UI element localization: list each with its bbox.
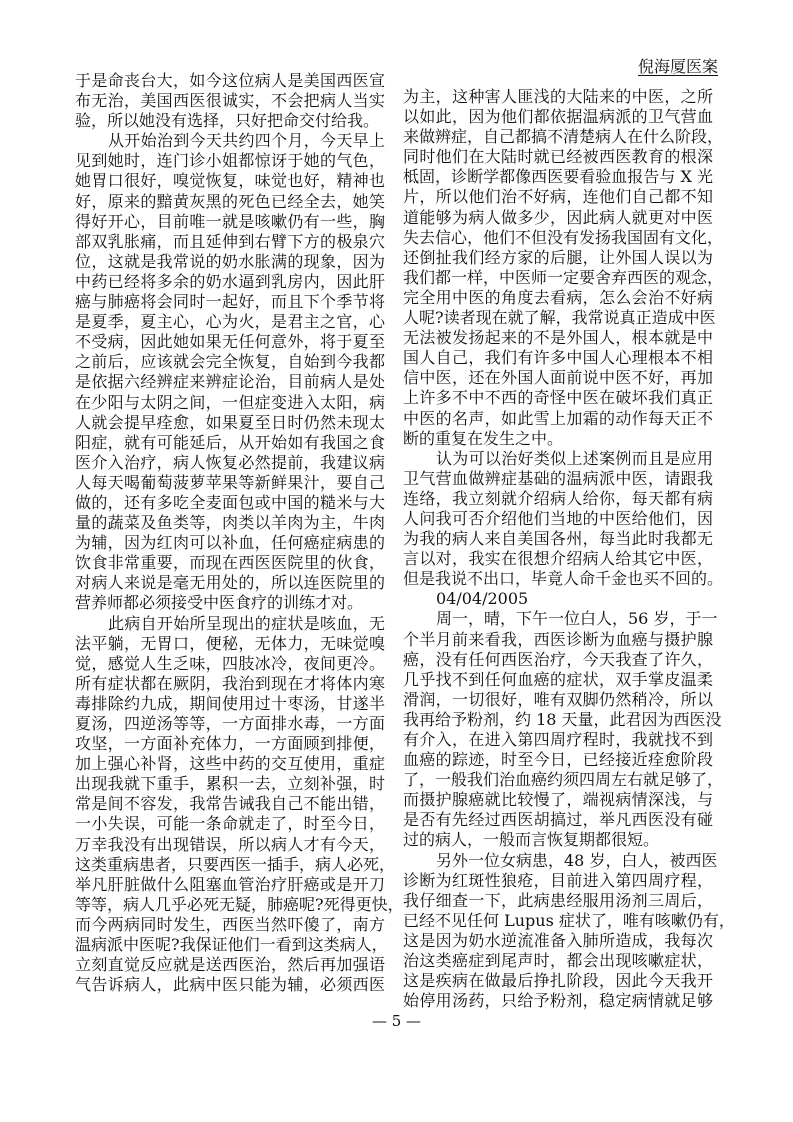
paragraph xyxy=(403,448,724,590)
text-line: 几乎找不到任何血癌的症状，双手掌皮温柔 xyxy=(403,669,713,689)
text-line: 来做辨症，自己都搞不清楚病人在什么阶段， xyxy=(403,127,724,147)
paragraph xyxy=(403,87,724,449)
text-line: 治这类癌症到尾声时，都会出现咳嗽症状， xyxy=(403,951,713,971)
text-line: 毒排除约九成，期间使用过十枣汤，甘遂半 xyxy=(75,693,385,713)
text-line: 国人自己，我们有许多中国人心理根本不相 xyxy=(403,348,713,368)
text-line: 医介入治疗，病人恢复必然提前，我建议病 xyxy=(75,452,385,472)
text-line: 常是间不容发，我常告诫我自己不能出错， xyxy=(75,794,385,814)
text-line: 阳症，就有可能延后，从开始如有我国之食 xyxy=(75,432,385,452)
text-line: 我再给予粉剂，约 18 天量，此君因为西医没 xyxy=(403,709,722,729)
text-line: 言以对，我实在很想介绍病人给其它中医， xyxy=(403,549,713,569)
text-line: 于是命丧台大，如今这位病人是美国西医宣 xyxy=(75,71,385,90)
text-line: 完全用中医的角度去看病，怎么会治不好病 xyxy=(403,287,713,307)
text-line: 此病自开始所呈现出的症状是咳血，无 xyxy=(108,613,385,633)
text-line: 已经不见任何 Lupus 症状了，唯有咳嗽仍有， xyxy=(403,910,735,930)
text-line: 04/04/2005 xyxy=(436,589,529,609)
text-line: 之前后，应该就会完全恢复，自始到今我都 xyxy=(75,352,385,372)
text-line: 但是我说不出口，毕竟人命千金也买不回的。 xyxy=(403,569,724,589)
text-line: 同时他们在大陆时就已经被西医教育的根深 xyxy=(403,147,713,167)
text-line: 加上强心补肾，这些中药的交互使用，重症 xyxy=(75,754,385,774)
text-line: 癌与肺癌将会同时一起好，而且下个季节将 xyxy=(75,292,385,312)
text-line: 片，所以他们治不好病，连他们自己都不知 xyxy=(403,187,713,207)
text-line: 而今两病同时发生，西医当然吓傻了，南方 xyxy=(75,914,385,934)
text-line: 立刻直觉反应就是送西医治，然后再加强语 xyxy=(75,955,385,975)
text-line: 滑润，一切很好，唯有双脚仍然稍冷，所以 xyxy=(403,689,713,709)
text-line: 对病人来说是毫无用处的，所以连医院里的 xyxy=(75,573,385,593)
text-line: 好，原来的黯黄灰黑的死色已经全去，她笑 xyxy=(75,191,385,211)
text-line: 她胃口很好，嗅觉恢复，味觉也好，精神也 xyxy=(75,171,385,191)
text-line: 以如此，因为他们都依据温病派的卫气营血 xyxy=(403,107,713,127)
text-line: 我们都一样，中医师一定要舍弃西医的观念， xyxy=(403,267,724,287)
text-line: 人每天喝葡萄菠萝苹果等新鲜果汁，要自己 xyxy=(75,472,385,492)
text-line: 了，一般我们治血癌约须四周左右就足够了， xyxy=(403,770,724,790)
text-line: 温病派中医呢?我保证他们一看到这类病人， xyxy=(75,935,388,955)
text-line: 人呢?读者现在就了解，我常说真正造成中医 xyxy=(403,308,716,328)
text-line: 见到她时，连门诊小姐都惊讶于她的气色， xyxy=(75,151,385,171)
text-line: 另外一位女病患，48 岁，白人，被西医 xyxy=(436,850,718,870)
text-line: 营养师都必须接受中医食疗的训练才对。 xyxy=(75,593,364,613)
text-line: 无法被发扬起来的不是外国人，根本就是中 xyxy=(403,328,713,348)
text-line: 还倒扯我们经方家的后腿，让外国人误以为 xyxy=(403,247,713,267)
paragraph xyxy=(403,609,724,850)
text-line: 周一，晴，下午一位白人，56 岁，于一 xyxy=(436,609,718,629)
page-number: — 5 — xyxy=(371,1012,422,1030)
text-line: 个半月前来看我，西医诊断为血癌与摄护腺 xyxy=(403,629,713,649)
text-line: 卫气营血做辨症基础的温病派中医，请跟我 xyxy=(403,468,713,488)
text-line: 所有症状都在厥阴，我治到现在才将体内寒 xyxy=(75,673,385,693)
text-line: 万幸我没有出现错误，所以病人才有今天， xyxy=(75,834,385,854)
text-line: 上许多不中不西的奇怪中医在破坏我们真正 xyxy=(403,388,713,408)
text-line: 这是因为奶水逆流准备入肺所造成，我每次 xyxy=(403,930,713,950)
text-line: 而摄护腺癌就比较慢了，端视病情深浅，与 xyxy=(403,790,713,810)
text-line: 失去信心，他们不但没有发扬我国固有文化， xyxy=(403,227,724,247)
text-line: 诊断为红斑性狼疮，目前进入第四周疗程， xyxy=(403,870,713,890)
text-line: 是夏季，夏主心，心为火，是君主之官，心 xyxy=(75,312,385,332)
text-line: 等等，病人几乎必死无疑，肺癌呢?死得更快， xyxy=(75,894,404,914)
text-line: 认为可以治好类似上述案例而且是应用 xyxy=(436,448,713,468)
text-line: 部双乳胀痛，而且延伸到右臂下方的极泉穴 xyxy=(75,231,385,251)
text-line: 我仔细查一下，此病患经服用汤剂三周后， xyxy=(403,890,713,910)
text-line: 气告诉病人，此病中医只能为辅，必须西医 xyxy=(75,975,385,995)
text-line: 有介入，在进入第四周疗程时，我就找不到 xyxy=(403,730,713,749)
text-line: 癌，没有任何西医治疗，今天我查了许久， xyxy=(403,649,713,669)
text-line: 夏汤，四逆汤等等，一方面排水毒，一方面 xyxy=(75,714,385,733)
paragraph xyxy=(75,131,385,613)
text-line: 攻坚，一方面补充体力，一方面顾到排便， xyxy=(75,734,385,754)
text-line: 是否有先经过西医胡搞过，举凡西医没有碰 xyxy=(403,810,713,830)
text-line: 始停用汤药，只给予粉剂，稳定病情就足够 xyxy=(403,991,713,1011)
text-line: 人就会提早痊愈，如果夏至日时仍然未现太 xyxy=(75,412,385,432)
paragraph xyxy=(403,850,735,1012)
text-line: 觉，感觉人生乏味，四肢冰冷，夜间更冷。 xyxy=(75,653,385,673)
text-line: 法平躺，无胃口，便秘，无体力，无味觉嗅 xyxy=(75,633,385,653)
text-line: 中医的名声，如此雪上加霜的动作每天正不 xyxy=(403,408,713,428)
left-column xyxy=(75,71,404,995)
text-line: 血癌的踪迹，时至今日，已经接近痊愈阶段 xyxy=(403,750,713,770)
text-line: 连络，我立刻就介绍病人给你，每天都有病 xyxy=(403,488,713,508)
text-line: 道能够为病人做多少，因此病人就更对中医 xyxy=(403,207,713,227)
text-line: 人问我可否介绍他们当地的中医给他们，因 xyxy=(403,508,713,528)
text-line: 这是疾病在做最后挣扎阶段，因此今天我开 xyxy=(403,971,713,991)
text-line: 在少阳与太阴之间，一但症变进入太阳，病 xyxy=(75,392,385,412)
text-line: 验，所以她没有选择，只好把命交付给我。 xyxy=(75,111,380,131)
text-line: 过的病人，一般而言恢复期都很短。 xyxy=(403,830,660,850)
text-line: 布无治，美国西医很诚实，不会把病人当实 xyxy=(75,91,385,111)
right-column xyxy=(403,87,735,1011)
text-line: 从开始治到今天共约四个月，今天早上 xyxy=(108,131,385,151)
text-line: 为主，这种害人匪浅的大陆来的中医，之所 xyxy=(403,87,713,106)
entry-date xyxy=(403,589,713,609)
text-line: 断的重复在发生之中。 xyxy=(403,428,564,448)
text-line: 一小失误，可能一条命就走了，时至今日， xyxy=(75,814,385,834)
text-line: 为我的病人来自美国各州，每当此时我都无 xyxy=(403,529,713,549)
text-line: 是依据六经辨症来辨症论治，目前病人是处 xyxy=(75,372,385,392)
running-header: 倪海厦医案 xyxy=(637,57,718,76)
text-line: 位，这就是我常说的奶水胀满的现象，因为 xyxy=(75,251,385,271)
text-line: 信中医，还在外国人面前说中医不好，再加 xyxy=(403,368,713,388)
text-line: 中药已经将多余的奶水逼到乳房内，因此肝 xyxy=(75,271,385,291)
paragraph xyxy=(75,71,385,131)
text-line: 为辅，因为红肉可以补血，任何癌症病患的 xyxy=(75,533,385,553)
text-line: 出现我就下重手，累积一去，立刻补强，时 xyxy=(75,774,385,794)
text-line: 举凡肝脏做什么阻塞血管治疗肝癌或是开刀 xyxy=(75,874,385,894)
text-line: 饮食非常重要，而现在西医医院里的伙食， xyxy=(75,553,385,573)
text-line: 柢固，诊断学都像西医要看验血报告与 X 光 xyxy=(403,167,713,187)
text-line: 量的蔬菜及鱼类等，肉类以羊肉为主，牛肉 xyxy=(75,513,385,533)
text-line: 这类重病患者，只要西医一插手，病人必死， xyxy=(75,854,396,874)
text-line: 做的，还有多吃全麦面包或中国的糙米与大 xyxy=(75,492,385,512)
paragraph xyxy=(75,613,404,996)
text-line: 得好开心，目前唯一就是咳嗽仍有一些，胸 xyxy=(75,211,385,231)
text-line: 不受病，因此她如果无任何意外，将于夏至 xyxy=(75,332,385,352)
